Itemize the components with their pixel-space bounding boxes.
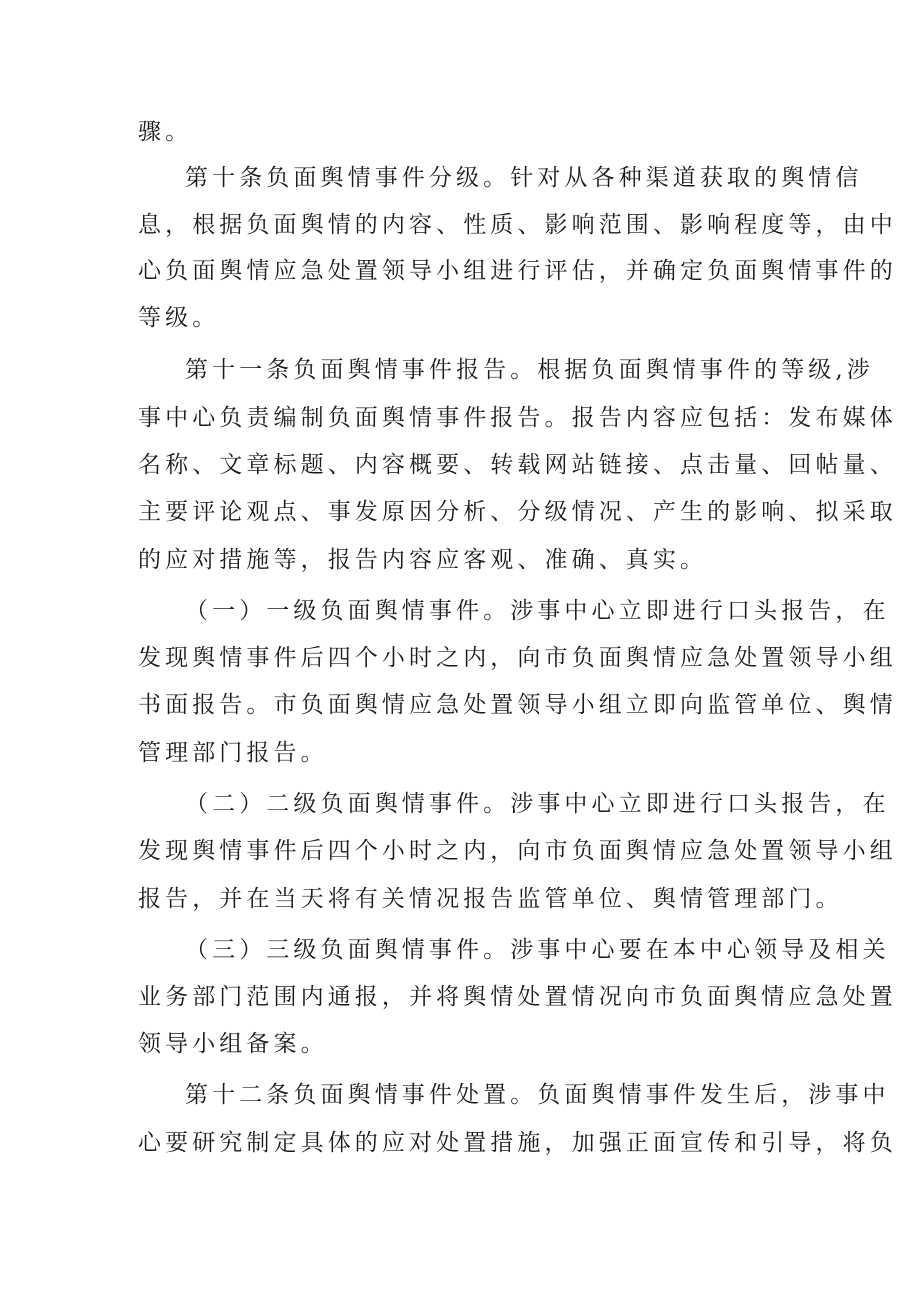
text-line: （二）二级负面舆情事件。涉事中心立即进行口头报告，在 (185, 791, 890, 817)
text-line: 等级。 (138, 305, 220, 331)
text-line: 事中心负责编制负面舆情事件报告。报告内容应包括：发布媒体 (138, 405, 897, 431)
text-line: （一）一级负面舆情事件。涉事中心立即进行口头报告，在 (185, 598, 890, 624)
text-line: 心要研究制定具体的应对处置措施，加强正面宣传和引导，将负 (138, 1130, 897, 1156)
text-line: 心负面舆情应急处置领导小组进行评估，并确定负面舆情事件的 (138, 258, 897, 284)
text-line: （三）三级负面舆情事件。涉事中心要在本中心领导及相关 (185, 937, 890, 963)
text-line: 报告，并在当天将有关情况报告监管单位、舆情管理部门。 (138, 886, 843, 912)
text-line: 骤。 (138, 119, 193, 145)
text-line: 第十二条负面舆情事件处置。负面舆情事件发生后，涉事中 (185, 1082, 890, 1108)
text-line: 名称、文章标题、内容概要、转载网站链接、点击量、回帖量、 (138, 452, 897, 478)
text-line: 领导小组备案。 (138, 1031, 328, 1057)
text-line: 业务部门范围内通报，并将舆情处置情况向市负面舆情应急处置 (138, 984, 897, 1010)
text-line: 管理部门报告。 (138, 740, 328, 766)
text-line: 第十条负面舆情事件分级。针对从各种渠道获取的舆情信 (185, 165, 863, 191)
text-line: 息，根据负面舆情的内容、性质、影响范围、影响程度等，由中 (138, 212, 897, 238)
text-line: 书面报告。市负面舆情应急处置领导小组立即向监管单位、舆情 (138, 692, 897, 718)
text-line: 发现舆情事件后四个小时之内，向市负面舆情应急处置领导小组 (138, 645, 897, 671)
text-line: 第十一条负面舆情事件报告。根据负面舆情事件的等级,涉 (185, 357, 874, 383)
text-line: 的应对措施等，报告内容应客观、准确、真实。 (138, 547, 708, 573)
text-line: 主要评论观点、事发原因分析、分级情况、产生的影响、拟采取 (138, 499, 897, 525)
text-line: 发现舆情事件后四个小时之内，向市负面舆情应急处置领导小组 (138, 838, 897, 864)
